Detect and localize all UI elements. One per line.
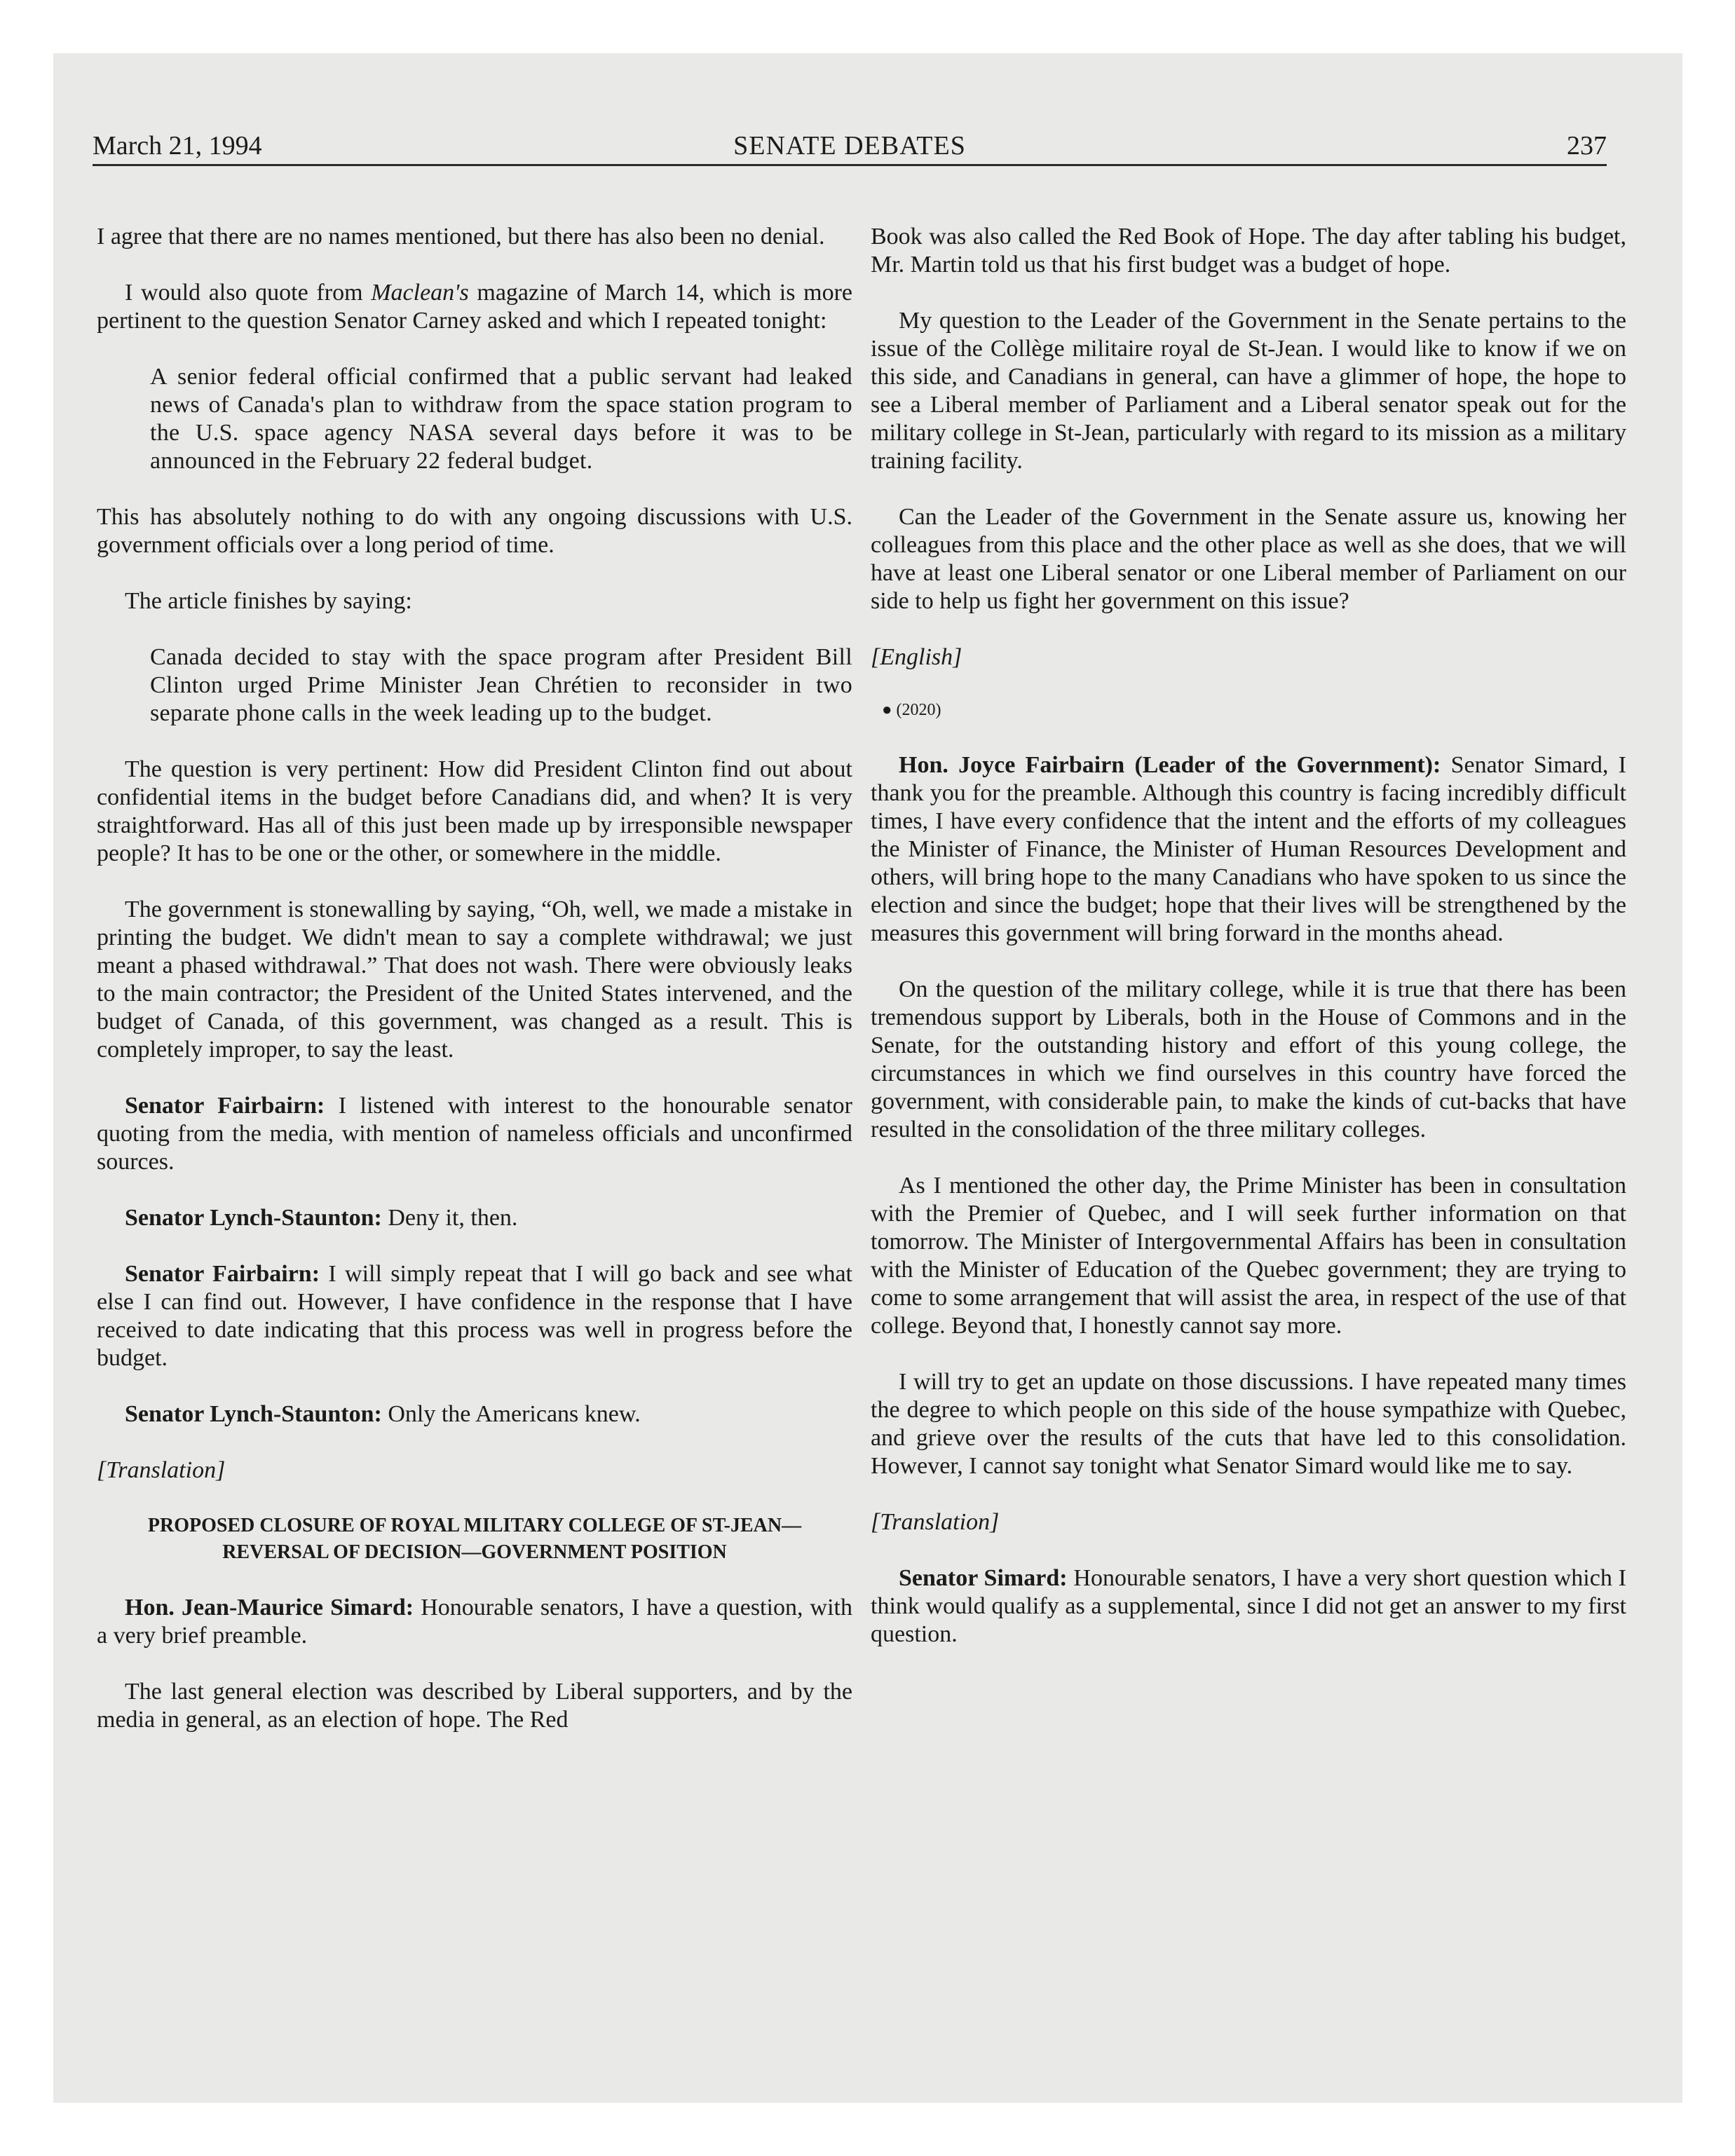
text-run: I would also quote from	[125, 280, 372, 306]
left-column	[97, 223, 852, 1762]
speech	[871, 751, 1626, 948]
speaker-name: Hon. Joyce Fairbairn (Leader of the Government):	[899, 752, 1441, 778]
speaker-name: Hon. Jean-Maurice Simard:	[125, 1595, 414, 1621]
right-column	[871, 223, 1626, 1677]
paragraph: My question to the Leader of the Government in the Senate pertains to the issue of the Collège militaire royal de St-Jean. I would like to know if we on this side, and Canadians in general, can have a glimmer of hope, the hope to see a Liberal member of Parliament and a Liberal senator speak out for the military college in St-Jean, particularly with regard to its mission as a military training facility.	[871, 308, 1626, 474]
paragraph: The question is very pertinent: How did President Clinton find out about confidential items in the budget before Canadians did, and when? It is very straightforward. Has all of this just been made up by irresponsible newspaper people? It has to be one or the other, or somewhere in the middle.	[97, 756, 852, 866]
speech-text: I will simply repeat that I will go back and see what else I can find out. However, I have confidence in the response that I have received to date indicating that this process was well in progress before the budget.	[97, 1261, 852, 1371]
time-marker: ● (2020)	[882, 701, 941, 719]
text-run: magazine of March 14, which is more pertinent to the question Senator Carney asked and which I repeated tonight:	[97, 280, 852, 334]
speech-text: Deny it, then.	[381, 1205, 518, 1231]
paragraph: The last general election was described by Liberal supporters, and by the media in general, as an election of hope. The Red	[97, 1679, 852, 1733]
paragraph: Can the Leader of the Government in the Senate assure us, knowing her colleagues from this place and the other place as well as she does, that we will have at least one Liberal senator or one Liberal member of Parliament on our side to help us fight her government on this issue?	[871, 504, 1626, 614]
block-quote: A senior federal official confirmed that a public servant had leaked news of Canada's plan to withdraw from the space station program to the U.S. space agency NASA several days before it was to be announced in the February 22 federal budget.	[150, 364, 852, 474]
translation-note: [Translation]	[97, 1457, 226, 1483]
speech-text: Only the Americans knew.	[381, 1401, 641, 1427]
page-header	[93, 130, 1607, 166]
paragraph: As I mentioned the other day, the Prime Minister has been in consultation with the Premier of Quebec, and I will seek further information on that tomorrow. The Minister of Intergovernmental Affairs has been in consultation with the Minister of Education of the Quebec government; they are trying to come to some arrangement that will assist the area, in respect of the use of that college. Beyond that, I honestly cannot say more.	[871, 1173, 1626, 1339]
paragraph: The government is stonewalling by saying, “Oh, well, we made a mistake in printing the budget. We didn't mean to say a complete withdrawal; we just meant a phased withdrawal.” That does not wash. There were obviously leaks to the main contractor; the President of the United States intervened, and the budget of Canada, of this government, was changed as a result. This is completely improper, to say the least.	[97, 896, 852, 1063]
header-title: SENATE DEBATES	[733, 131, 966, 161]
speech-text: Honourable senators, I have a very short question which I think would qualify as a supplemental, since I did not get an answer to my first question.	[871, 1565, 1626, 1647]
speaker-name: Senator Simard:	[899, 1565, 1068, 1591]
speaker-name: Senator Fairbairn:	[125, 1093, 325, 1119]
speech	[97, 1260, 852, 1372]
paragraph: This has absolutely nothing to do with any ongoing discussions with U.S. government officials over a long period of time.	[97, 504, 852, 558]
language-note: [English]	[871, 644, 962, 670]
paragraph: Book was also called the Red Book of Hope. The day after tabling his budget, Mr. Martin told us that his first budget was a budget of hope.	[871, 224, 1626, 278]
speech	[97, 1594, 852, 1650]
speech	[97, 1092, 852, 1176]
speaker-name: Senator Lynch-Staunton:	[125, 1205, 382, 1231]
speech-text: I listened with interest to the honourable senator quoting from the media, with mention of nameless officials and unconfirmed sources.	[97, 1093, 852, 1175]
speaker-name: Senator Fairbairn:	[125, 1261, 320, 1287]
speech	[97, 1204, 852, 1232]
translation-note: [Translation]	[871, 1509, 1000, 1535]
speech-text: Honourable senators, I have a question, with a very brief preamble.	[97, 1595, 852, 1649]
header-date: March 21, 1994	[93, 131, 262, 161]
block-quote: Canada decided to stay with the space program after President Bill Clinton urged Prime Minister Jean Chrétien to reconsider in two separate phone calls in the week leading up to the budget.	[150, 644, 852, 726]
speech	[97, 1400, 852, 1428]
page-number: 237	[1567, 131, 1607, 161]
paragraph	[97, 279, 852, 335]
section-heading: PROPOSED CLOSURE OF ROYAL MILITARY COLLEGE OF ST-JEAN— REVERSAL OF DECISION—GOVERNMENT POSITION	[147, 1515, 802, 1563]
paragraph: On the question of the military college, while it is true that there has been tremendous support by Liberals, both in the House of Commons and in the Senate, for the outstanding history and effort of this young college, the circumstances in which we find ourselves in this country have forced the government, with considerable pain, to make the kinds of cut-backs that have resulted in the consolidation of the three military colleges.	[871, 976, 1626, 1142]
paragraph: I agree that there are no names mentioned, but there has also been no denial.	[97, 224, 825, 250]
speech-text: Senator Simard, I thank you for the preamble. Although this country is facing incredibly difficult times, I have every confidence that the intent and the efforts of my colleagues the Minister of Finance, the Minister of Human Resources Development and others, will bring hope to the many Canadians who have spoken to us since the election and since the budget; hope that their lives will be strengthened by the measures this government will bring forward in the months ahead.	[871, 752, 1626, 946]
speech	[871, 1564, 1626, 1649]
paragraph: The article finishes by saying:	[125, 588, 412, 614]
paragraph: I will try to get an update on those discussions. I have repeated many times the degree to which people on this side of the house sympathize with Quebec, and grieve over the results of the cuts that have led to this consolidation. However, I cannot say tonight what Senator Simard would like me to say.	[871, 1369, 1626, 1479]
publication-title: Maclean's	[371, 280, 469, 306]
speaker-name: Senator Lynch-Staunton:	[125, 1401, 382, 1427]
